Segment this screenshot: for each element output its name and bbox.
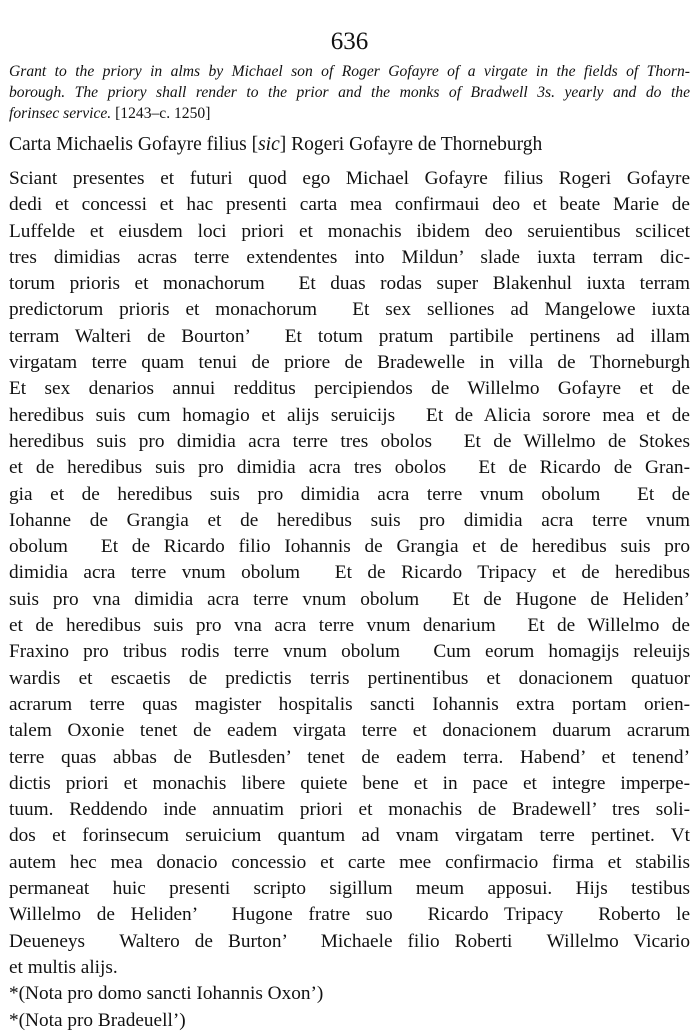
charter-body-line: dedi et concessi et hac presenti carta mea confirmaui deo et beate Marie de bbox=[9, 194, 690, 216]
charter-body-line: permaneat huic presenti scripto sigillum meum apposui. Hijs testibus bbox=[9, 878, 690, 900]
charter-title-before: Carta Michaelis Gofayre filius bbox=[9, 134, 252, 155]
charter-body-line: Sciant presentes et futuri quod ego Michael Gofayre filius Rogeri Gofayre bbox=[9, 168, 690, 189]
charter-body-line: Et sex denarios annui redditus percipiendos de Willelmo Gofayre et de bbox=[9, 378, 690, 400]
charter-body-line: talem Oxonie tenet de eadem virgata terre et donacionem duarum acrarum bbox=[9, 720, 690, 742]
summary-line-3 bbox=[9, 103, 690, 124]
charter-body-line: predictorum prioris et monachorum Et sex selliones ad Mangelowe iuxta bbox=[9, 299, 690, 321]
charter-body-line: terre quas abbas de Butlesden’ tenet de eadem terra. Habend’ et tenend’ bbox=[9, 746, 690, 768]
charter-body-line: Fraxino pro tribus rodis terre vnum obolum Cum eorum homagijs releuijs bbox=[9, 641, 690, 663]
charter-summary bbox=[9, 61, 690, 124]
charter-body-line: Willelmo de Heliden’ Hugone fratre suo Ricardo Tripacy Roberto le bbox=[9, 904, 690, 926]
charter-body-line: dos et forinsecum seruicium quantum ad vnam virgatam terre pertinet. Vt bbox=[9, 825, 690, 847]
charter-body-line: et multis alijs. bbox=[9, 956, 118, 978]
charter-body-line: gia et de heredibus suis pro dimidia acra terre vnum obolum Et de bbox=[9, 483, 690, 505]
charter-body-line: torum prioris et monachorum Et duas rodas super Blakenhul iuxta terram bbox=[9, 273, 690, 295]
marginal-note: *(Nota pro Bradeuell’) bbox=[9, 1009, 186, 1031]
charter-body-line: obolum Et de Ricardo filio Iohannis de Grangia et de heredibus suis pro bbox=[9, 536, 690, 558]
charter-body-line: acrarum terre quas magister hospitalis sancti Iohannis extra portam orien- bbox=[9, 693, 690, 715]
charter-body bbox=[9, 166, 690, 981]
summary-date: [1243–c. 1250] bbox=[115, 105, 211, 122]
charter-body-line: Iohanne de Grangia et de heredibus suis pro dimidia acra terre vnum bbox=[9, 509, 690, 531]
marginal-notes bbox=[9, 981, 690, 1034]
charter-body-line: Luffelde et eiusdem loci priori et monachis ibidem deo seruientibus scilicet bbox=[9, 220, 690, 242]
charter-body-line: suis pro vna dimidia acra terre vnum obolum Et de Hugone de Heliden’ bbox=[9, 588, 690, 610]
charter-body-line: tres dimidias acras terre extendentes into Mildun’ slade iuxta terram dic- bbox=[9, 246, 690, 268]
charter-body-line: dictis priori et monachis libere quiete bene et in pace et integre imperpe- bbox=[9, 772, 690, 794]
charter-body-line: terram Walteri de Bourton’ Et totum pratum partibile pertinens ad illam bbox=[9, 325, 690, 347]
charter-body-line: et de heredibus suis pro vna acra terre vnum denarium Et de Willelmo de bbox=[9, 615, 690, 637]
charter-title-sic: sic bbox=[258, 134, 280, 155]
charter-body-line: heredibus suis cum homagio et alijs seruicijs Et de Alicia sorore mea et de bbox=[9, 404, 690, 426]
marginal-note: *(Nota pro domo sancti Iohannis Oxon’) bbox=[9, 983, 324, 1005]
charter-title: Carta Michaelis Gofayre filius [sic] Rogeri Gofayre de Thorneburgh bbox=[9, 134, 543, 155]
charter-body-line: tuum. Reddendo inde annuatim priori et monachis de Bradewell’ tres soli- bbox=[9, 799, 690, 821]
charter-body-line: dimidia acra terre vnum obolum Et de Ricardo Tripacy et de heredibus bbox=[9, 562, 690, 584]
summary-line-2: borough. The priory shall render to the prior and the monks of Bradwell 3s. yearly and do the bbox=[9, 84, 690, 101]
charter-body-line: Deueneys Waltero de Burton’ Michaele filio Roberti Willelmo Vicario bbox=[9, 930, 690, 952]
charter-body-line: autem hec mea donacio concessio et carte mee confirmacio firma et stabilis bbox=[9, 851, 690, 873]
page-number: 636 bbox=[330, 28, 369, 55]
charter-body-line: virgatam terre quam tenui de priore de Bradewelle in villa de Thorneburgh bbox=[9, 352, 690, 374]
summary-line-1: Grant to the priory in alms by Michael son of Roger Gofayre of a virgate in the fields of Thorn- bbox=[9, 63, 690, 80]
charter-body-line: et de heredibus suis pro dimidia acra tres obolos Et de Ricardo de Gran- bbox=[9, 457, 690, 479]
charter-body-line: heredibus suis pro dimidia acra terre tres obolos Et de Willelmo de Stokes bbox=[9, 430, 690, 452]
summary-line-3-text: forinsec service. bbox=[9, 105, 112, 122]
charter-title-after: Rogeri Gofayre de Thorneburgh bbox=[286, 134, 543, 155]
charter-body-line: wardis et escaetis de predictis terris pertinentibus et donacionem quatuor bbox=[9, 667, 690, 689]
